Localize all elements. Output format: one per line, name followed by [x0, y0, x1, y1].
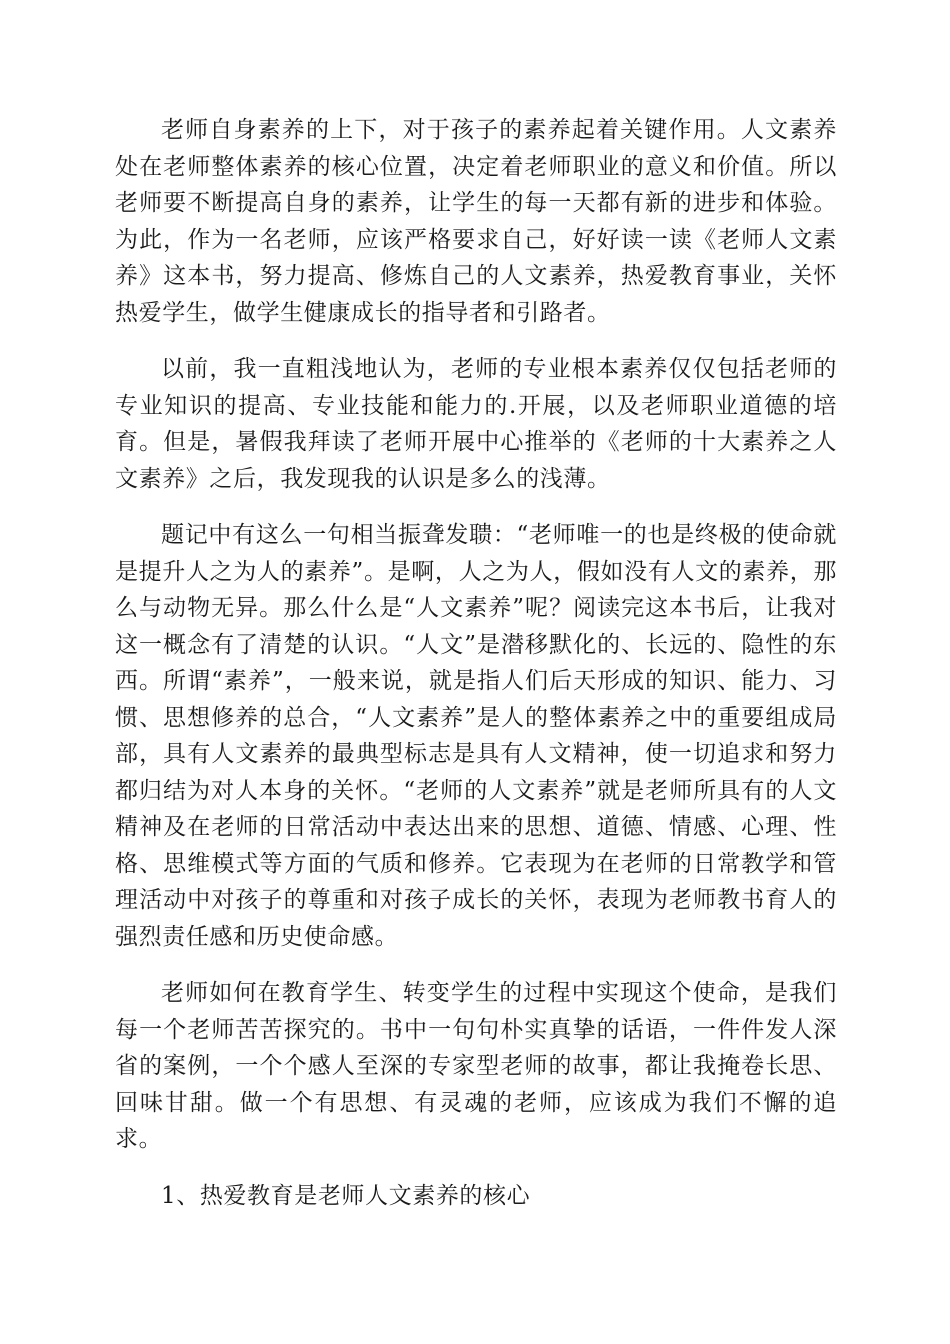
- section-heading-love-education: 1、热爱教育是老师人文素养的核心: [161, 1182, 531, 1209]
- paragraph-mission-pursuit: 老师如何在教育学生、转变学生的过程中实现这个使命，是我们每一个老师苦苦探究的。书中一句句朴实真挚的话语，一件件发人深省的案例，一个个感人至深的专家型老师的故事，都让我掩卷长思、回味甘甜。做一个有思想、有灵魂的老师，应该成为我们不懈的追求。: [115, 980, 837, 1152]
- document-body: [115, 112, 837, 1234]
- paragraph-humanistic-definition: 题记中有这么一句相当振聋发聩：“老师唯一的也是终极的使命就是提升人之为人的素养”。是啊，人之为人，假如没有人文的素养，那么与动物无异。那么什么是“人文素养”呢？阅读完这本书后，让我对这一概念有了清楚的认识。“人文”是潜移默化的、长远的、隐性的东西。所谓“素养”，一般来说，就是指人们后天形成的知识、能力、习惯、思想修养的总合，“人文素养”是人的整体素养之中的重要组成局部，具有人文素养的最典型标志是具有人文精神，使一切追求和努力都归结为对人本身的关怀。“老师的人文素养”就是老师所具有的人文精神及在老师的日常活动中表达出来的思想、道德、情感、心理、性格、思维模式等方面的气质和修养。它表现为在老师的日常教学和管理活动中对孩子的尊重和对孩子成长的关怀，表现为老师教书育人的强烈责任感和历史使命感。: [115, 522, 837, 950]
- paragraph-previous-understanding: 以前，我一直粗浅地认为，老师的专业根本素养仅仅包括老师的专业知识的提高、专业技能和能力的.开展，以及老师职业道德的培育。但是，暑假我拜读了老师开展中心推举的《老师的十大素养之人文素养》之后，我发现我的认识是多么的浅薄。: [115, 356, 837, 492]
- paragraph-teacher-literacy-intro: 老师自身素养的上下，对于孩子的素养起着关键作用。人文素养处在老师整体素养的核心位置，决定着老师职业的意义和价值。所以老师要不断提高自身的素养，让学生的每一天都有新的进步和体验。为此，作为一名老师，应该严格要求自己，好好读一读《老师人文素养》这本书，努力提高、修炼自己的人文素养，热爱教育事业，关怀热爱学生，做学生健康成长的指导者和引路者。: [115, 117, 837, 326]
